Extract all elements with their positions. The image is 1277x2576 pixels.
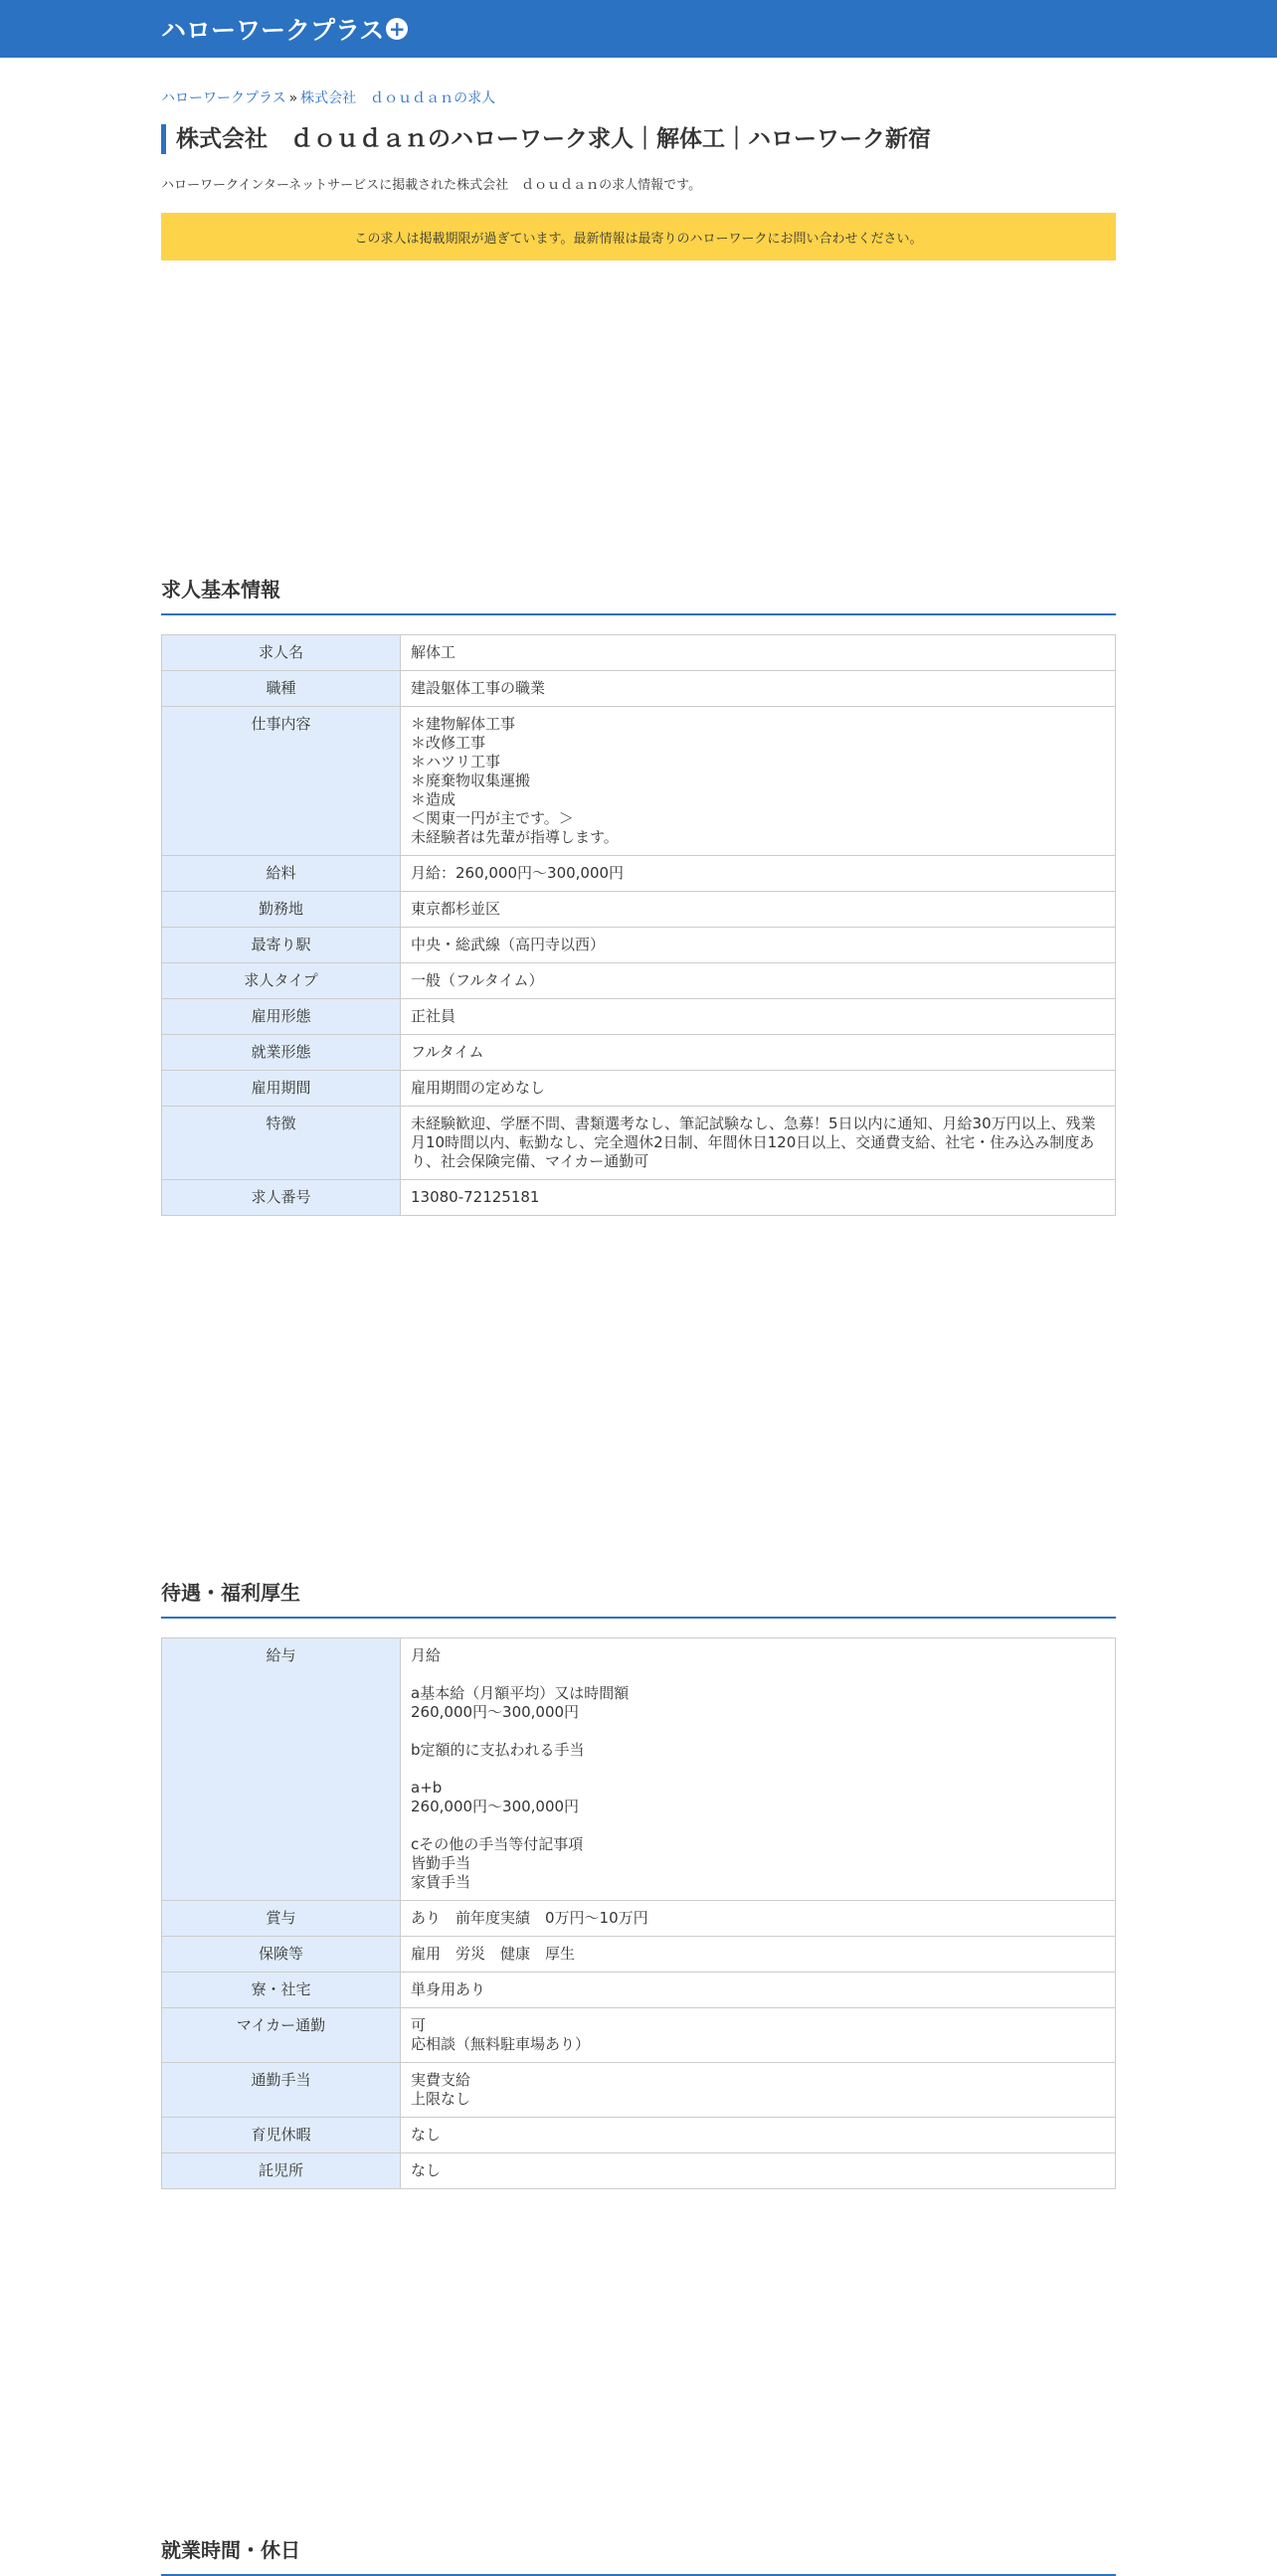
row-label: 育児休暇	[162, 2118, 401, 2153]
breadcrumb-current-link[interactable]: 株式会社 ｄｏｕｄａｎの求人	[300, 90, 496, 106]
table-row	[162, 928, 1116, 963]
row-label: 賞与	[162, 1901, 401, 1937]
row-value: 可 応相談（無料駐車場あり）	[401, 2008, 1116, 2063]
row-value: 単身用あり	[401, 1973, 1116, 2008]
site-header	[0, 0, 1277, 58]
row-value: 月給 a基本給（月額平均）又は時間額 260,000円～300,000円 b定額的に支払われる手当 a+b 260,000円～300,000円 cその他の手当等付記事項 皆勤手当 家賃手当	[401, 1638, 1116, 1901]
table-row	[162, 635, 1116, 671]
table-row	[162, 1107, 1116, 1180]
table-row	[162, 2153, 1116, 2189]
row-label: 保険等	[162, 1937, 401, 1973]
row-label: 給与	[162, 1638, 401, 1901]
row-label: 雇用期間	[162, 1071, 401, 1107]
table-row	[162, 2118, 1116, 2153]
row-label: 最寄り駅	[162, 928, 401, 963]
row-value: 東京都杉並区	[401, 892, 1116, 928]
table-row	[162, 707, 1116, 856]
table-row	[162, 856, 1116, 892]
section-title-hours: 就業時間・休日	[161, 2540, 1116, 2576]
row-label: 雇用形態	[162, 999, 401, 1035]
row-label: 求人タイプ	[162, 963, 401, 999]
section-title-benefits: 待遇・福利厚生	[161, 1583, 1116, 1619]
expired-notice-text: この求人は掲載期限が過ぎています。最新情報は最寄りのハローワークにお問い合わせください。	[354, 231, 923, 247]
row-label: 求人名	[162, 635, 401, 671]
table-row	[162, 1937, 1116, 1973]
row-label: 仕事内容	[162, 707, 401, 856]
row-label: 求人番号	[162, 1180, 401, 1216]
breadcrumb-separator: »	[288, 90, 298, 106]
row-value: 雇用 労災 健康 厚生	[401, 1937, 1116, 1973]
page-title: 株式会社 ｄｏｕｄａｎのハローワーク求人｜解体工｜ハローワーク新宿	[161, 124, 1116, 154]
row-value: フルタイム	[401, 1035, 1116, 1071]
row-label: マイカー通勤	[162, 2008, 401, 2063]
table-row	[162, 963, 1116, 999]
section-title-basic-info: 求人基本情報	[161, 580, 1116, 615]
row-label: 職種	[162, 671, 401, 707]
row-value: なし	[401, 2153, 1116, 2189]
row-label: 特徴	[162, 1107, 401, 1180]
row-value: 中央・総武線（高円寺以西）	[401, 928, 1116, 963]
table-row	[162, 1035, 1116, 1071]
row-label: 寮・社宅	[162, 1973, 401, 2008]
row-value: 13080-72125181	[401, 1180, 1116, 1216]
table-row	[162, 2008, 1116, 2063]
table-row	[162, 1901, 1116, 1937]
table-row	[162, 1180, 1116, 1216]
row-label: 給料	[162, 856, 401, 892]
table-row	[162, 1638, 1116, 1901]
table-row	[162, 671, 1116, 707]
benefits-table	[161, 1637, 1116, 2189]
row-label: 就業形態	[162, 1035, 401, 1071]
expired-notice-banner	[161, 213, 1116, 260]
row-value: ＊建物解体工事 ＊改修工事 ＊ハツリ工事 ＊廃棄物収集運搬 ＊造成 ＜関東一円が主です。＞ 未経験者は先輩が指導します。	[401, 707, 1116, 856]
row-label: 勤務地	[162, 892, 401, 928]
row-value: 建設躯体工事の職業	[401, 671, 1116, 707]
row-value: なし	[401, 2118, 1116, 2153]
basic-info-table	[161, 634, 1116, 1216]
intro-text: ハローワークインターネットサービスに掲載された株式会社 ｄｏｕｄａｎの求人情報です。	[161, 178, 702, 193]
breadcrumb-home-link[interactable]: ハローワークプラス	[161, 90, 286, 106]
row-value: 解体工	[401, 635, 1116, 671]
row-value: 月給：260,000円～300,000円	[401, 856, 1116, 892]
logo-text: ハローワークプラス	[161, 16, 385, 45]
plus-circle-icon: +	[386, 18, 408, 40]
row-value: 実費支給 上限なし	[401, 2063, 1116, 2118]
table-row	[162, 1973, 1116, 2008]
row-label: 通勤手当	[162, 2063, 401, 2118]
row-value: 一般（フルタイム）	[401, 963, 1116, 999]
row-value: あり 前年度実績 0万円～10万円	[401, 1901, 1116, 1937]
row-value: 正社員	[401, 999, 1116, 1035]
row-value: 雇用期間の定めなし	[401, 1071, 1116, 1107]
table-row	[162, 2063, 1116, 2118]
row-value: 未経験歓迎、学歴不問、書類選考なし、筆記試験なし、急募！5日以内に通知、月給30万円以上、残業月10時間以内、転勤なし、完全週休2日制、年間休日120日以上、交通費支給、社宅・住み込み制度あり、社会保険完備、マイカー通勤可	[401, 1107, 1116, 1180]
breadcrumb	[161, 87, 495, 107]
table-row	[162, 999, 1116, 1035]
site-logo[interactable]	[161, 12, 408, 46]
row-label: 託児所	[162, 2153, 401, 2189]
table-row	[162, 1071, 1116, 1107]
table-row	[162, 892, 1116, 928]
